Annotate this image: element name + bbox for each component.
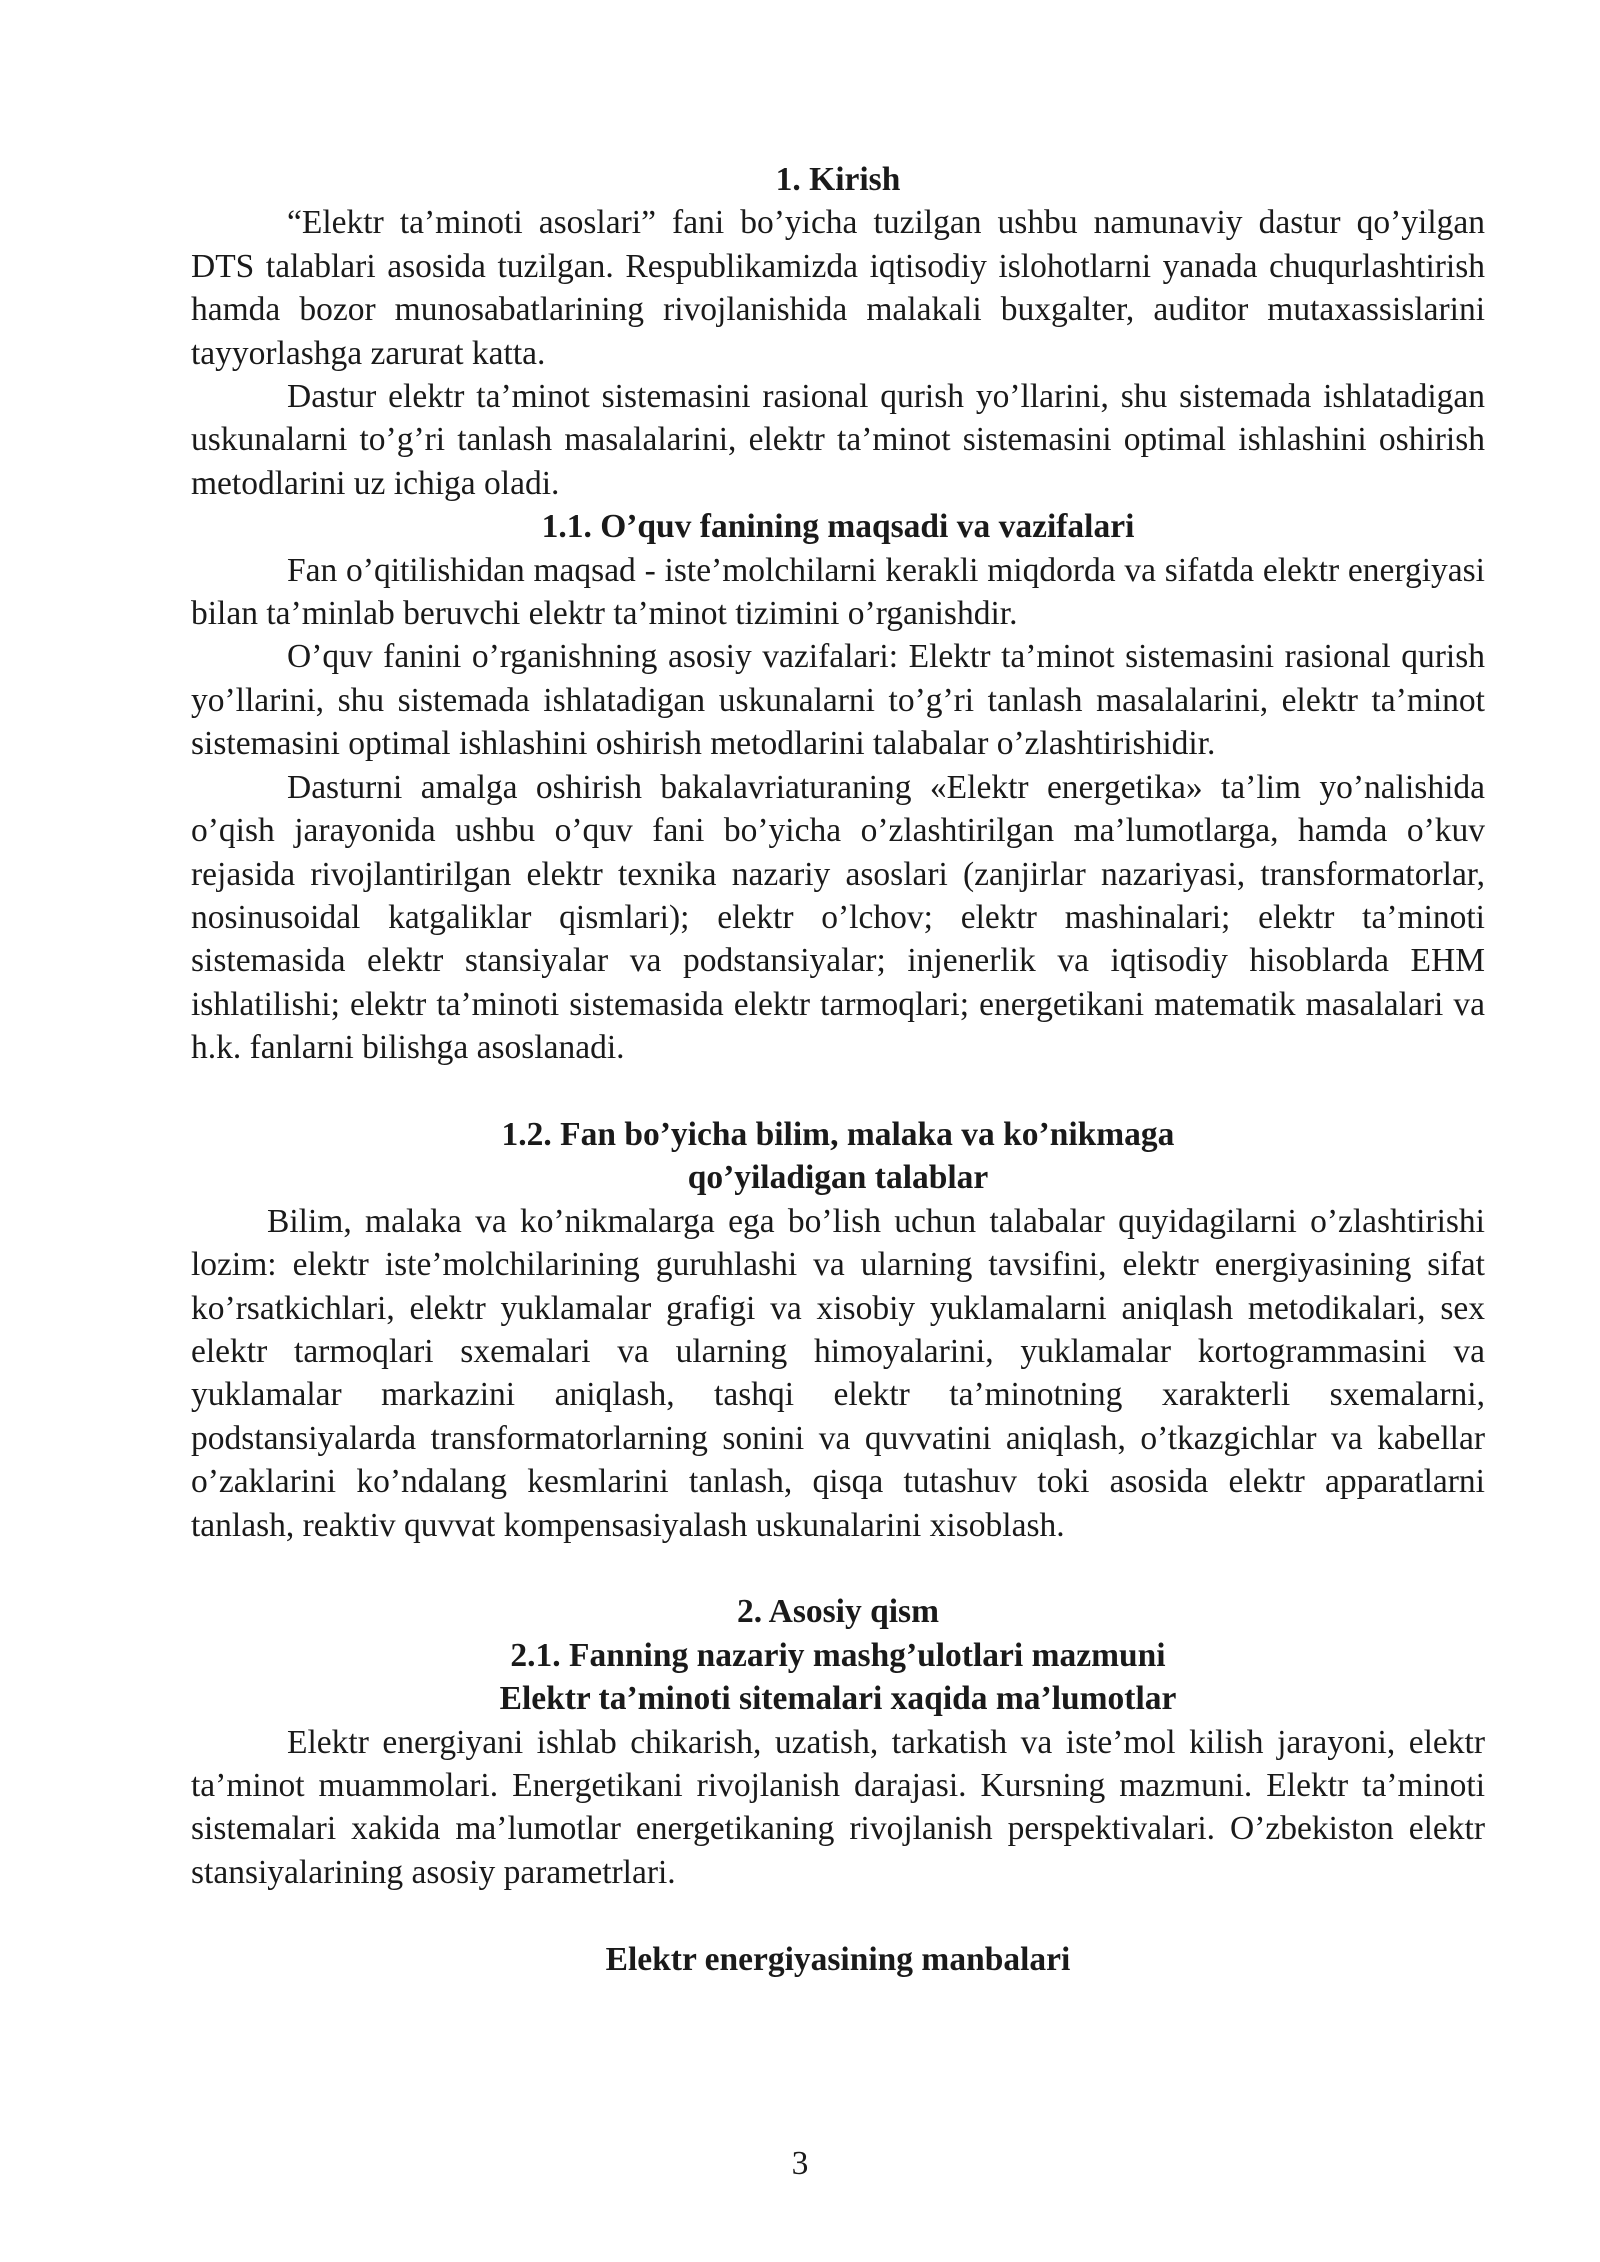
document-page — [191, 158, 1485, 1981]
topic-heading-supply-systems: Elektr ta’minoti sitemalari xaqida ma’lumotlar — [499, 1680, 1177, 1718]
section-heading-goals: 1.1. O’quv fanining maqsadi va vazifalari — [541, 508, 1135, 546]
section-heading-requirements-line2: qo’yiladigan talablar — [687, 1159, 989, 1197]
paragraph-program-scope: Dastur elektr ta’minot sistemasini rasional qurish yo’llarini, shu sistemada ishlatadigan uskunalarni to’g’ri tanlash masalalarini, elektr ta’minot sistemasini optimal ishlashini oshirish metodlarini uz ichiga oladi. — [191, 378, 1485, 502]
spacer — [191, 1894, 1485, 1937]
spacer — [191, 1070, 1485, 1113]
paragraph-prerequisites: Dasturni amalga oshirish bakalavriaturaning «Elektr energetika» ta’lim yo’nalishida o’qish jarayonida ushbu o’quv fani bo’yicha o’zlashtirilgan ma’lumotlarga, hamda o’kuv rejasida rivojlantirilgan elektr texnika nazariy asoslari (zanjirlar nazariyasi, transformatorlar, nosinusoidal katgaliklar qismlari); elektr o’lchov; elektr mashinalari; elektr ta’minoti sistemasida elektr stansiyalar va podstansiyalar; injenerlik va iqtisodiy hisoblarda EHM ishlatilishi; elektr ta’minoti sistemasida elektr tarmoqlari; energetikani matematik masalalari va h.k. fanlarni bilishga asoslanadi. — [191, 768, 1485, 1067]
paragraph-tasks: O’quv fanini o’rganishning asosiy vazifalari: Elektr ta’minot sistemasini rasional qurish yo’llarini, shu sistemada ishlatadigan uskunalarni to’g’ri tanlash masalalarini, elektr ta’minot sistemasini optimal ishlashini oshirish metodlarini talabalar o’zlashtirishidir. — [191, 638, 1485, 763]
paragraph-requirements: Bilim, malaka va ko’nikmalarga ega bo’lish uchun talabalar quyidagilarni o’zlashtirishi lozim: elektr iste’molchilarining guruhlashi va ularning tavsifini, elektr energiyasining sifat ko’rsatkichlari, elektr yuklamalar grafigi va xisobiy yuklamalarni aniqlash metodikalari, sex elektr tarmoqlari sxemalari va ularning himoyalarini, yuklamalar kortogrammasini va yuklamalar markazini aniqlash, tashqi elektr ta’minotning xarakterli sxemalarni, podstansiyalarda transformatorlarning sonini va quvvatini aniqlash, o’tkazgichlar va kabellar o’zaklarini ko’ndalang kesmlarini tanlash, qisqa tutashuv toki asosida elektr apparatlarni tanlash, reaktiv quvvat kompensasiyalash uskunalarini xisoblash. — [191, 1202, 1485, 1544]
topic-heading-energy-sources: Elektr energiyasining manbalari — [605, 1940, 1071, 1978]
section-heading-kirish: 1. Kirish — [775, 161, 901, 198]
spacer — [191, 1547, 1485, 1590]
section-heading-main-part: 2. Asosiy qism — [737, 1593, 939, 1631]
paragraph-goal: Fan o’qitilishidan maqsad - iste’molchilarni kerakli miqdorda va sifatda elektr energiyasi bilan ta’minlab beruvchi elektr ta’minot tizimini o’rganishdir. — [191, 551, 1485, 633]
section-subheading-theory: 2.1. Fanning nazariy mashg’ulotlari mazmuni — [510, 1636, 1166, 1674]
paragraph-intro: “Elektr ta’minoti asoslari” fani bo’yicha tuzilgan ushbu namunaviy dastur qo’yilgan DTS talablari asosida tuzilgan. Respublikamizda iqtisodiy islohotlarni yanada chuqurlashtirish hamda bozor munosabatlarining rivojlanishida malakali buxgalter, auditor mutaxassislarini tayyorlashga zarurat katta. — [191, 204, 1485, 372]
page-number: 3 — [791, 2145, 809, 2182]
section-heading-requirements-line1: 1.2. Fan bo’yicha bilim, malaka va ko’nikmaga — [501, 1115, 1175, 1153]
paragraph-supply-systems: Elektr energiyani ishlab chikarish, uzatish, tarkatish va iste’mol kilish jarayoni, elektr ta’minot muammolari. Energetikani rivojlanish darajasi. Kursning mazmuni. Elektr ta’minoti sistemalari xakida ma’lumotlar energetikaning rivojlanish perspektivalari. O’zbekiston elektr stansiyalarining asosiy parametrlari. — [191, 1723, 1485, 1891]
